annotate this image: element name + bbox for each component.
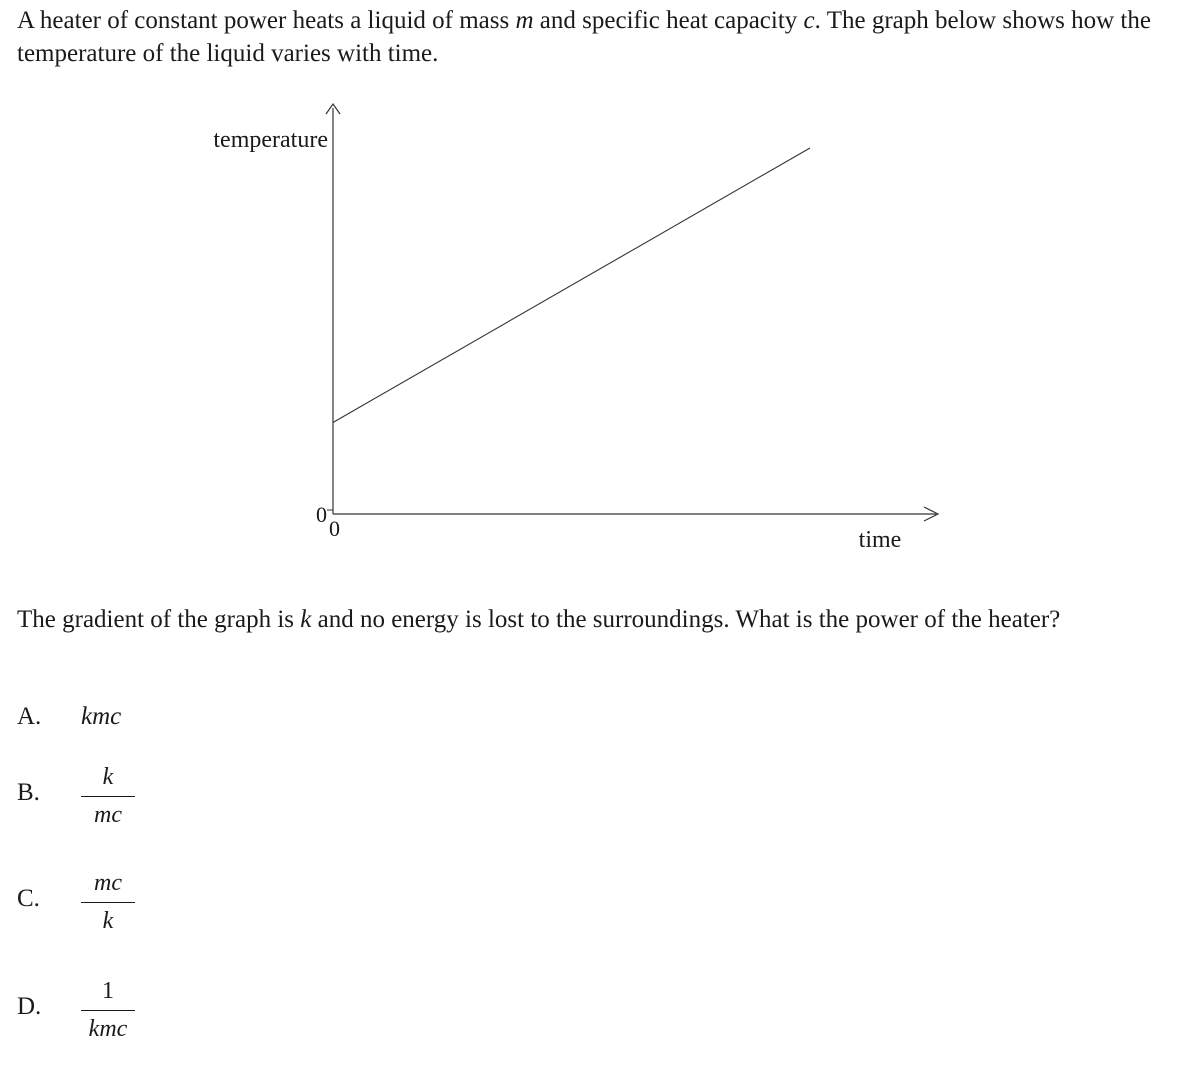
option-a-expression: kmc: [81, 703, 122, 730]
question-text-1: The gradient of the graph is: [17, 606, 301, 633]
option-b-fraction: [81, 762, 135, 830]
origin-label-x: 0: [329, 516, 340, 541]
variable-m: m: [515, 7, 534, 34]
option-c-letter: C.: [17, 885, 40, 912]
variable-c: c: [803, 7, 815, 34]
option-d-numerator: 1: [102, 978, 114, 1004]
x-axis-label: time: [858, 527, 902, 553]
intro-text-2: and specific heat capacity: [533, 7, 804, 34]
option-d-denominator: kmc: [88, 1016, 128, 1042]
option-c-fraction-bar: [81, 902, 135, 903]
option-d-fraction: [81, 976, 135, 1044]
option-b-numerator: k: [102, 764, 114, 790]
option-c-numerator: mc: [94, 870, 122, 896]
option-b-letter: B.: [17, 779, 40, 806]
intro-text-1: A heater of constant power heats a liquid of mass: [17, 7, 516, 34]
option-c-denominator: k: [102, 908, 114, 934]
option-d-letter: D.: [17, 993, 42, 1020]
option-b-fraction-bar: [81, 796, 135, 797]
y-axis-label: temperature: [213, 127, 328, 153]
option-a-letter: A.: [17, 703, 42, 730]
series-line: [333, 148, 810, 423]
variable-k: k: [300, 606, 312, 633]
intro-text-3: . The graph below shows how the temperature of the liquid varies with time.: [17, 7, 1151, 67]
option-d-fraction-bar: [81, 1010, 135, 1011]
option-c-fraction: [81, 868, 135, 936]
question-text-2: and no energy is lost to the surroundings. What is the power of the heater?: [311, 606, 1061, 633]
option-b-denominator: mc: [94, 802, 122, 828]
origin-label-y: 0: [316, 502, 327, 527]
question-text: [17, 603, 1167, 636]
